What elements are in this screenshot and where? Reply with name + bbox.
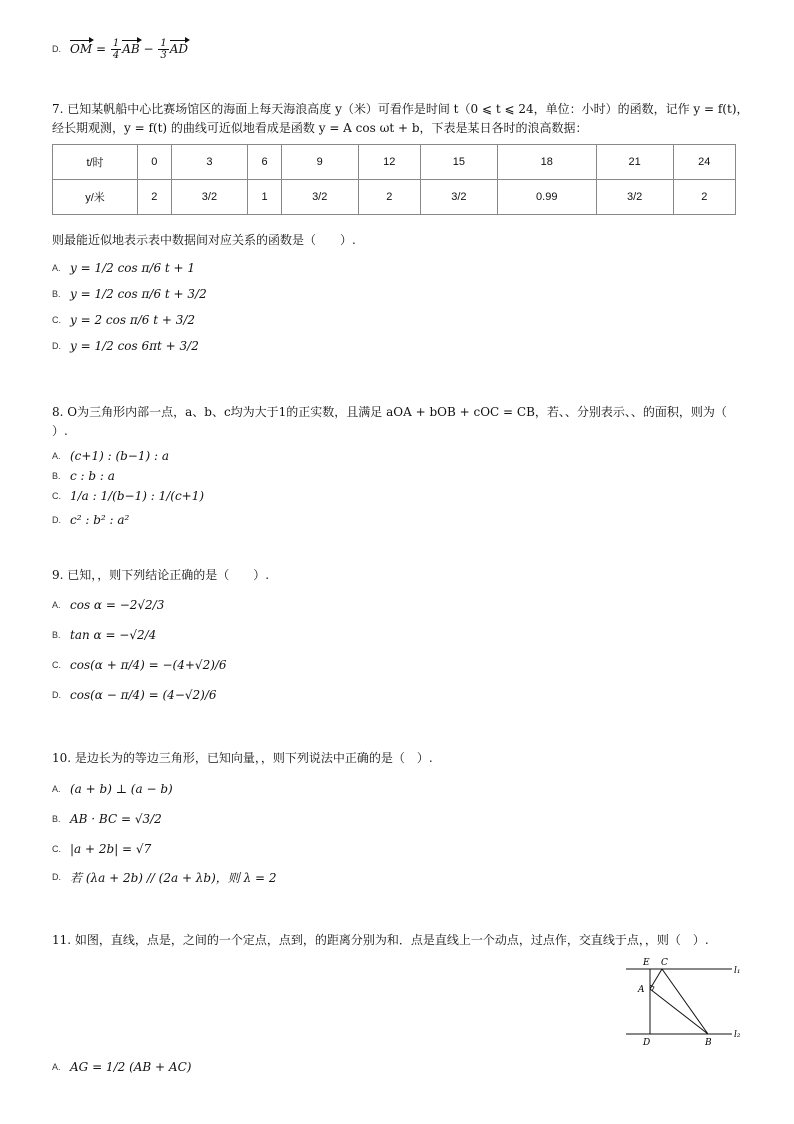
table-cell: 3/2 <box>421 180 498 215</box>
point-c-label: C <box>661 958 668 968</box>
option-label: C. <box>52 491 61 501</box>
option-formula: |a + 2b| = √7 <box>70 842 152 856</box>
table-cell: 24 <box>673 145 736 180</box>
q8-option-d[interactable] <box>52 507 129 533</box>
table-row-height <box>53 180 736 215</box>
point-b-label: B <box>705 1038 712 1047</box>
table-cell: 2 <box>138 180 172 215</box>
option-formula: y = 1/2 cos π/6 t + 3/2 <box>70 287 207 301</box>
table-cell: 12 <box>358 145 420 180</box>
table-cell: 21 <box>596 145 673 180</box>
option-label: C. <box>52 315 61 325</box>
table-cell: 1 <box>248 180 282 215</box>
table-cell: 2 <box>358 180 420 215</box>
option-label: D. <box>52 341 61 351</box>
option-label: A. <box>52 784 61 794</box>
q8-stem-line1: 8. O为三角形内部一点，a、b、c均为大于1的正实数，且满足 aOA + bOB + cOC = CB，若、、分别表示、、的面积，则为（ <box>52 405 727 419</box>
q10-option-b[interactable] <box>52 806 162 832</box>
table-cell: 3/2 <box>596 180 673 215</box>
q9-option-b[interactable] <box>52 622 156 648</box>
option-formula: y = 1/2 cos 6πt + 3/2 <box>70 339 199 353</box>
option-label: D. <box>52 515 61 525</box>
q6-option-d[interactable] <box>52 36 188 62</box>
q7-option-d[interactable] <box>52 333 199 359</box>
option-label: D. <box>52 44 61 54</box>
option-label: C. <box>52 660 61 670</box>
table-cell: 9 <box>281 145 358 180</box>
option-formula: OM = $\frac{1}{4}$ AB − $\frac{1}{3}$ AD <box>70 37 189 61</box>
table-cell: 18 <box>497 145 596 180</box>
q8-option-c[interactable] <box>52 483 204 509</box>
table-row-time <box>53 145 736 180</box>
option-formula: AG = 1/2 (AB + AC) <box>70 1060 192 1074</box>
q7-option-a[interactable] <box>52 255 195 281</box>
q10-option-c[interactable] <box>52 836 151 862</box>
segment-CB <box>662 969 708 1034</box>
table-cell: 0.99 <box>497 180 596 215</box>
table-cell: 3/2 <box>171 180 248 215</box>
option-formula: c² : b² : a² <box>70 513 130 527</box>
q9-stem: 9. 已知，，则下列结论正确的是（ ）. <box>52 568 270 582</box>
option-formula: c : b : a <box>70 469 115 483</box>
wave-height-table <box>52 144 736 215</box>
option-formula: y = 2 cos π/6 t + 3/2 <box>70 313 196 327</box>
option-label: C. <box>52 844 61 854</box>
option-formula: 1/a : 1/(b−1) : 1/(c+1) <box>70 489 205 503</box>
q7-option-b[interactable] <box>52 281 207 307</box>
option-formula: cos(α + π/4) = −(4+√2)/6 <box>70 658 227 672</box>
option-label: A. <box>52 451 61 461</box>
table-cell: 0 <box>138 145 172 180</box>
point-e-label: E <box>643 958 650 968</box>
q10-option-a[interactable] <box>52 776 173 802</box>
option-label: D. <box>52 872 61 882</box>
option-formula: AB · BC = √3/2 <box>70 812 162 826</box>
option-label: B. <box>52 630 61 640</box>
option-label: D. <box>52 690 61 700</box>
table-cell: 3 <box>171 145 248 180</box>
q10-option-d[interactable] <box>52 864 277 890</box>
option-label: B. <box>52 289 61 299</box>
q10-stem: 10. 是边长为的等边三角形，已知向量，，则下列说法中正确的是（ ）. <box>52 751 433 765</box>
option-label: A. <box>52 263 61 273</box>
point-d-label: D <box>643 1038 651 1047</box>
q11-stem: 11. 如图，直线，点是，之间的一个定点，点到，的距离分别为和．点是直线上一个动点，过点作，交直线于点，，则（ ）. <box>52 933 709 947</box>
option-formula: 若 (λa + 2b) // (2a + λb)，则 λ = 2 <box>70 870 277 885</box>
q9-option-c[interactable] <box>52 652 227 678</box>
option-label: B. <box>52 471 61 481</box>
q8-stem-line2: ）. <box>52 424 68 438</box>
table-cell: 6 <box>248 145 282 180</box>
table-header-cell: y/米 <box>53 180 138 215</box>
table-header-cell: t/时 <box>53 145 138 180</box>
option-formula: y = 1/2 cos π/6 t + 1 <box>70 261 196 275</box>
point-a-label: A <box>638 985 645 995</box>
q11-geometry-figure <box>620 955 750 1047</box>
q7-prompt: 则最能近似地表示表中数据间对应关系的函数是（ ）. <box>52 233 356 247</box>
table-cell: 3/2 <box>281 180 358 215</box>
table-cell: 15 <box>421 145 498 180</box>
q11-option-a[interactable] <box>52 1054 191 1080</box>
q7-stem-line1: 7. 已知某帆船中心比赛场馆区的海面上每天海浪高度 y（米）可看作是时间 t（0 ⩽ t ⩽ 24，单位：小时）的函数，记作 y = f(t)， <box>52 102 749 116</box>
q7-option-c[interactable] <box>52 307 195 333</box>
segment-AB <box>650 989 708 1034</box>
option-formula: cos(α − π/4) = (4−√2)/6 <box>70 688 217 702</box>
option-formula: (c+1) : (b−1) : a <box>70 449 170 463</box>
table-cell: 2 <box>673 180 736 215</box>
option-formula: tan α = −√2/4 <box>70 628 157 642</box>
q9-option-d[interactable] <box>52 682 217 708</box>
option-formula: cos α = −2√2/3 <box>70 598 165 612</box>
q7-stem-line2: 经长期观测，y = f(t) 的曲线可近似地看成是函数 y = A cos ωt + b，下表是某日各时的浪高数据： <box>52 121 588 135</box>
line-l1-label: l₁ <box>734 966 741 976</box>
line-l2-label: l₂ <box>734 1030 741 1040</box>
option-formula: (a + b) ⊥ (a − b) <box>70 782 173 796</box>
option-label: B. <box>52 814 61 824</box>
option-label: A. <box>52 1062 61 1072</box>
option-label: A. <box>52 600 61 610</box>
q9-option-a[interactable] <box>52 592 164 618</box>
